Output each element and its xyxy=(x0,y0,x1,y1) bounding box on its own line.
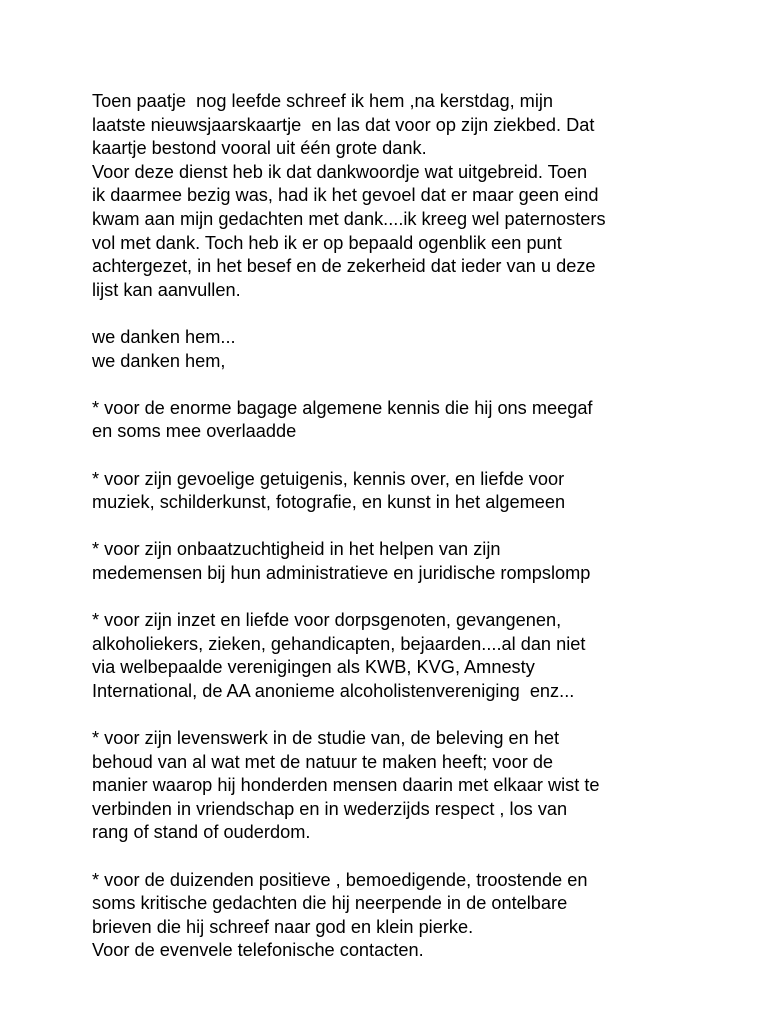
text-line: rang of stand of ouderdom. xyxy=(92,822,311,843)
paragraph-bullet-kunst xyxy=(92,468,732,515)
text-line: we danken hem, xyxy=(92,350,226,371)
text-line: * voor zijn levenswerk in de studie van, de beleving en het xyxy=(92,728,560,749)
text-line: * voor de enorme bagage algemene kennis die hij ons meegaf xyxy=(92,397,593,418)
text-line: via welbepaalde verenigingen als KWB, KVG, Amnesty xyxy=(92,657,535,678)
text-line: kwam aan mijn gedachten met dank....ik kreeg wel paternosters xyxy=(92,208,606,229)
text-line: behoud van al wat met de natuur te maken heeft; voor de xyxy=(92,751,554,772)
paragraph-bullet-kennis xyxy=(92,397,732,444)
text-line: we danken hem... xyxy=(92,326,236,347)
text-line: * voor zijn inzet en liefde voor dorpsgenoten, gevangenen, xyxy=(92,610,562,631)
text-line: laatste nieuwsjaarskaartje en las dat voor op zijn ziekbed. Dat xyxy=(92,114,595,135)
paragraph-bullet-onbaatzuchtigheid xyxy=(92,538,732,585)
text-line: brieven die hij schreef naar god en klein pierke. xyxy=(92,916,474,937)
text-line: vol met dank. Toch heb ik er op bepaald ogenblik een punt xyxy=(92,232,562,253)
text-line: ik daarmee bezig was, had ik het gevoel dat er maar geen eind xyxy=(92,185,599,206)
text-line: manier waarop hij honderden mensen daarin met elkaar wist te xyxy=(92,775,600,796)
text-line: * voor de duizenden positieve , bemoedigende, troostende en xyxy=(92,869,588,890)
text-line: soms kritische gedachten die hij neerpende in de ontelbare xyxy=(92,893,568,914)
text-line: Voor deze dienst heb ik dat dankwoordje wat uitgebreid. Toen xyxy=(92,161,588,182)
text-line: * voor zijn gevoelige getuigenis, kennis over, en liefde voor xyxy=(92,468,565,489)
text-line: lijst kan aanvullen. xyxy=(92,279,241,300)
paragraph-intro xyxy=(92,90,732,302)
paragraph-bullet-levenswerk xyxy=(92,727,732,845)
text-line: Toen paatje nog leefde schreef ik hem ,na kerstdag, mijn xyxy=(92,91,554,111)
text-line: kaartje bestond vooral uit één grote dank. xyxy=(92,138,427,159)
text-line: alkoholiekers, zieken, gehandicapten, bejaarden....al dan niet xyxy=(92,633,586,654)
text-line: verbinden in vriendschap en in wederzijds respect , los van xyxy=(92,798,568,819)
text-line: Voor de evenvele telefonische contacten. xyxy=(92,940,424,961)
paragraph-bullet-inzet xyxy=(92,609,732,703)
paragraph-bullet-gedachten xyxy=(92,869,732,963)
text-line: en soms mee overlaadde xyxy=(92,421,297,442)
text-line: International, de AA anonieme alcoholistenvereniging enz... xyxy=(92,680,575,701)
text-line: * voor zijn onbaatzuchtigheid in het helpen van zijn xyxy=(92,539,501,560)
document-body xyxy=(92,90,732,987)
paragraph-we-danken-hem xyxy=(92,326,732,373)
text-line: medemensen bij hun administratieve en juridische rompslomp xyxy=(92,562,591,583)
text-line: muziek, schilderkunst, fotografie, en kunst in het algemeen xyxy=(92,492,566,513)
text-line: achtergezet, in het besef en de zekerheid dat ieder van u deze xyxy=(92,256,596,277)
